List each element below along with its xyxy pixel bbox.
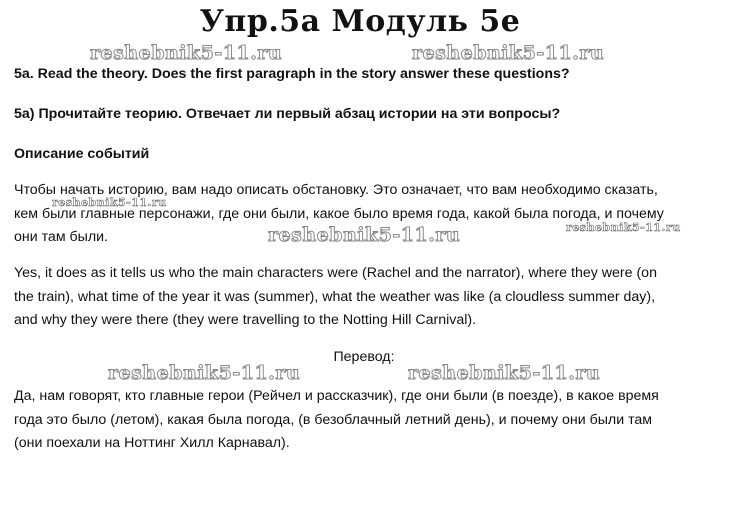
theory-line: кем были главные персонажи, где они были, какое было время года, какой была погода, и почему bbox=[14, 205, 664, 222]
section-heading: Описание событий bbox=[14, 146, 150, 162]
translation-line: года это было (летом), какая была погода, (в безоблачный летний день), и почему они были там bbox=[14, 411, 653, 428]
watermark: reshebnik5-11.ru bbox=[52, 196, 167, 209]
watermark: reshebnik5-11.ru bbox=[408, 362, 601, 384]
theory-line: они там были. bbox=[14, 229, 108, 245]
watermark: reshebnik5-11.ru bbox=[566, 221, 681, 234]
answer-line: the train), what time of the year it was (summer), what the weather was like (a cloudless summer day), bbox=[14, 288, 656, 305]
answer-line: and why they were there (they were travelling to the Notting Hill Carnival). bbox=[14, 312, 477, 328]
task-english: 5a. Read the theory. Does the first paragraph in the story answer these questions? bbox=[14, 66, 570, 82]
watermark: reshebnik5-11.ru bbox=[90, 42, 283, 64]
theory-line: Чтобы начать историю, вам надо описать обстановку. Это означает, что вам необходимо сказать, bbox=[14, 182, 658, 198]
translation-paragraph bbox=[14, 385, 714, 456]
translation-line: (они поехали на Ноттинг Хилл Карнавал). bbox=[14, 435, 290, 451]
task-russian: 5а) Прочитайте теорию. Отвечает ли первый абзац истории на эти вопросы? bbox=[14, 106, 561, 122]
page-title: Упр.5а Модуль 5е bbox=[199, 4, 521, 39]
answer-paragraph bbox=[14, 262, 714, 333]
watermark: reshebnik5-11.ru bbox=[412, 42, 605, 64]
watermark: reshebnik5-11.ru bbox=[268, 224, 461, 246]
watermark: reshebnik5-11.ru bbox=[108, 362, 301, 384]
answer-line: Yes, it does as it tells us who the main characters were (Rachel and the narrator), where they were (on bbox=[14, 265, 657, 281]
translation-line: Да, нам говорят, кто главные герои (Рейчел и рассказчик), где они были (в поезде), в какое время bbox=[14, 388, 659, 404]
translation-label: Перевод: bbox=[333, 349, 395, 365]
